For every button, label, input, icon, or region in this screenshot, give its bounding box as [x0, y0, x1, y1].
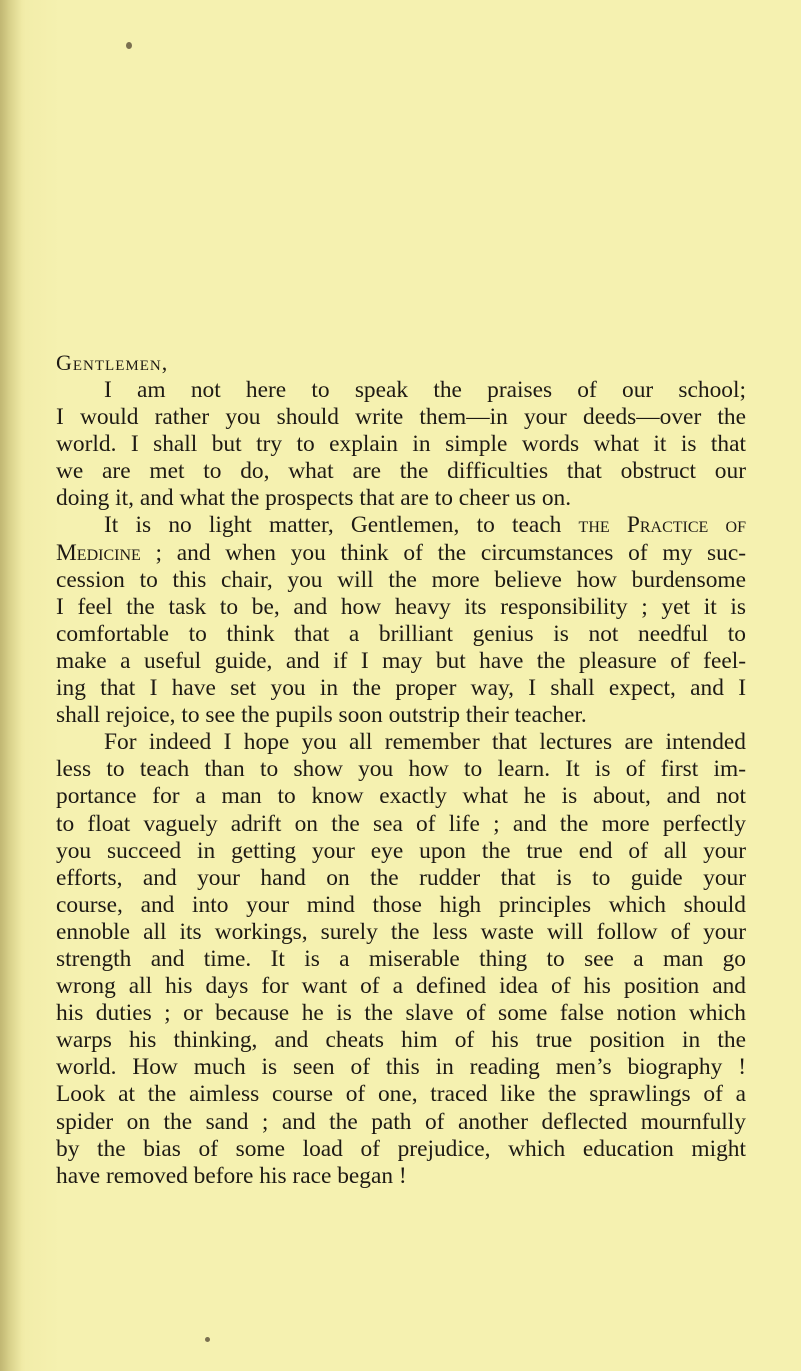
small-caps-phrase: the Practice of [578, 512, 746, 539]
line-text: ennoble all its workings, surely the less waste will follow of your [56, 918, 746, 945]
text-line [56, 1054, 746, 1081]
text-line [56, 675, 746, 702]
text-line [56, 865, 746, 892]
line-text: I feel the task to be, and how heavy its responsibility ; yet it is [56, 593, 746, 620]
text-line [56, 1081, 746, 1108]
text-line [56, 567, 746, 594]
text-line [56, 973, 746, 1000]
line-text: his duties ; or because he is the slave of some false notion which [56, 1000, 746, 1027]
line-text: world. How much is seen of this in reading men’s biography ! [56, 1054, 746, 1081]
lecture-text [56, 377, 746, 1190]
line-text: shall rejoice, to see the pupils soon outstrip their teacher. [56, 702, 587, 729]
line-text: It is no light matter, Gentlemen, to teach [104, 512, 562, 539]
text-line [56, 783, 746, 810]
text-line [56, 892, 746, 919]
line-text: doing it, and what the prospects that are to cheer us on. [56, 485, 572, 512]
text-line [56, 458, 746, 485]
line-text: I would rather you should write them—in your deeds—over the [56, 404, 746, 431]
text-line [56, 648, 746, 675]
line-text: For indeed I hope you all remember that lectures are intended [104, 729, 746, 756]
text-line [56, 594, 746, 621]
line-text: have removed before his race began ! [56, 1162, 407, 1189]
line-text: Look at the aimless course of one, traced like the sprawlings of a [56, 1081, 746, 1108]
text-line [56, 540, 746, 567]
line-text: cession to this chair, you will the more believe how burdensome [56, 566, 746, 593]
text-line [56, 1163, 746, 1190]
line-text: you succeed in getting your eye upon the true end of all your [56, 837, 746, 864]
line-text: by the bias of some load of prejudice, which education might [56, 1135, 746, 1162]
text-line [56, 1027, 746, 1054]
line-text: to float vaguely adrift on the sea of life ; and the more perfectly [56, 810, 746, 837]
text-line [56, 431, 746, 458]
line-text: spider on the sand ; and the path of another deflected mournfully [56, 1108, 746, 1135]
salutation: Gentlemen, [56, 350, 169, 375]
text-line [56, 756, 746, 783]
ink-speck [126, 42, 132, 49]
line-text: portance for a man to know exactly what he is about, and not [56, 783, 746, 810]
ink-speck [205, 1337, 210, 1342]
line-text: warps his thinking, and cheats him of his true position in the [56, 1027, 746, 1054]
text-line [56, 811, 746, 838]
text-line [56, 702, 746, 729]
line-text: we are met to do, what are the difficulties that obstruct our [56, 458, 746, 485]
line-text: wrong all his days for want of a defined idea of his position and [56, 973, 746, 1000]
text-line [56, 377, 746, 404]
text-line [56, 838, 746, 865]
text-line [56, 485, 746, 512]
text-line [56, 404, 746, 431]
text-line [56, 1136, 746, 1163]
text-line [56, 919, 746, 946]
line-text: make a useful guide, and if I may but have the pleasure of feel- [56, 647, 746, 674]
line-text: ing that I have set you in the proper way, I shall expect, and I [56, 675, 746, 702]
text-line [56, 729, 746, 756]
text-line [56, 1000, 746, 1027]
line-text: less to teach than to show you how to learn. It is of first im- [56, 756, 746, 783]
text-line [56, 1109, 746, 1136]
line-text: course, and into your mind those high principles which should [56, 891, 746, 918]
text-line [56, 946, 746, 973]
text-line [56, 512, 746, 539]
line-text: ; and when you think of the circumstances of my suc- [140, 539, 746, 566]
line-text: efforts, and your hand on the rudder that is to guide your [56, 864, 746, 891]
small-caps-phrase: Medicine [56, 539, 141, 566]
line-text: world. I shall but try to explain in simple words what it is that [56, 431, 746, 458]
line-text: I am not here to speak the praises of our school; [104, 377, 746, 403]
page-gutter-shadow [0, 0, 22, 1371]
line-text: strength and time. It is a miserable thing to see a man go [56, 945, 746, 972]
text-line [56, 621, 746, 648]
line-text: comfortable to think that a brilliant genius is not needful to [56, 620, 746, 647]
